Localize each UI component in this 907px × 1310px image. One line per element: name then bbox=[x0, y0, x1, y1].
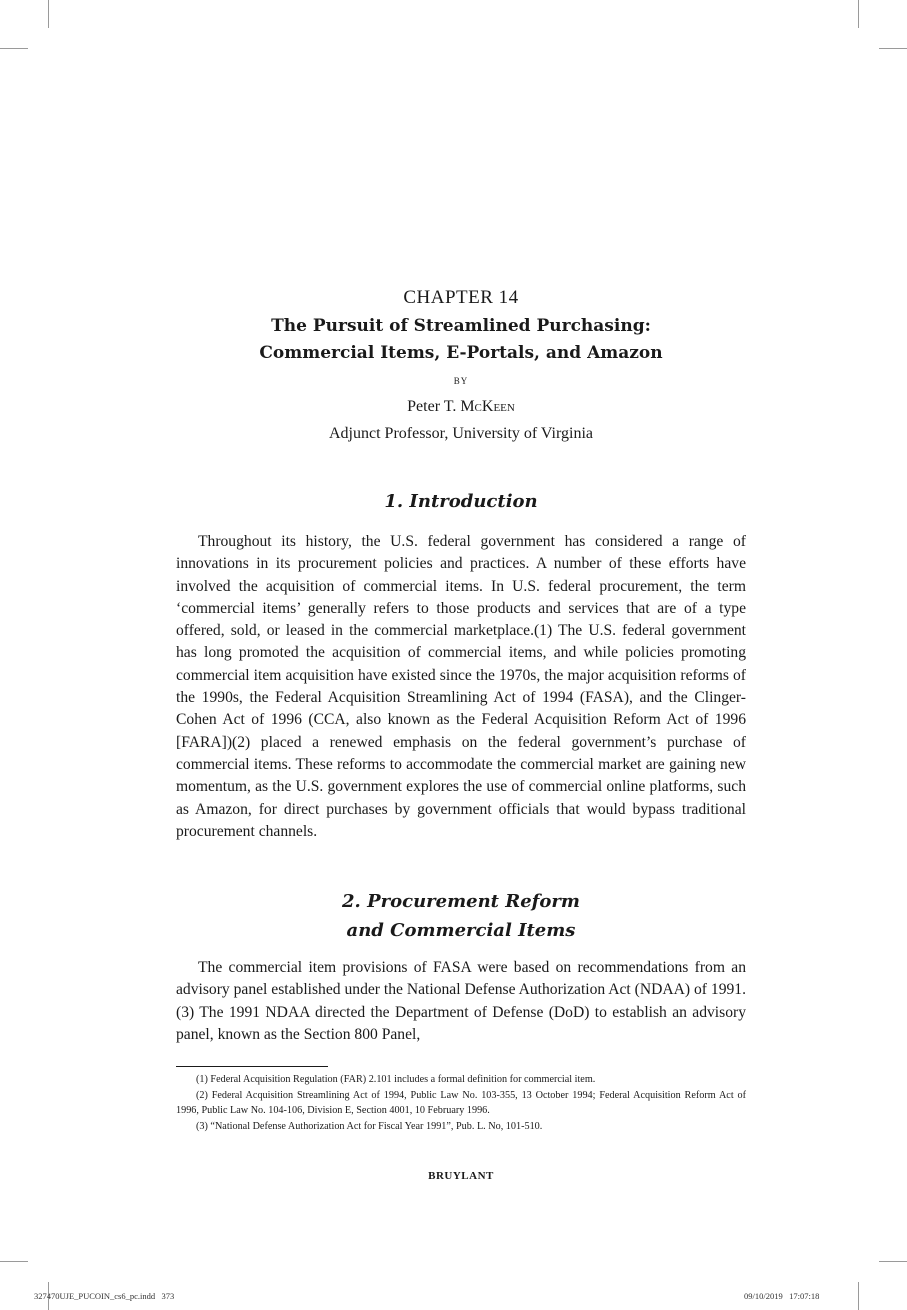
author-prefix: Peter T. bbox=[407, 398, 461, 415]
publisher-footer: BRUYLANT bbox=[428, 1170, 494, 1182]
chapter-title-line-2: Commercial Items, E-Portals, and Amazon bbox=[259, 343, 663, 363]
author-name bbox=[176, 398, 746, 416]
footnote-separator bbox=[176, 1066, 328, 1067]
footnote-3: (3) “National Defense Authorization Act for Fiscal Year 1991”, Pub. L. No, 101-510. bbox=[196, 1120, 543, 1132]
section-2-paragraph: The commercial item provisions of FASA were based on recommendations from an advisory panel established under the National Defense Authorization Act (NDAA) of 1991.(3) The 1991 NDAA directed the Department of Defense (DoD) to establish an advisory panel, known as the Section 800 Panel, bbox=[176, 959, 746, 1043]
footnote-1: (1) Federal Acquisition Regulation (FAR) 2.101 includes a formal definition for commercial item. bbox=[196, 1074, 596, 1085]
print-slug-date: 09/10/2019 17:07:18 bbox=[744, 1291, 820, 1301]
section-2-heading bbox=[176, 887, 746, 945]
author-surname: McKeen bbox=[460, 398, 515, 415]
section-1-heading: 1. Introduction bbox=[384, 491, 538, 512]
chapter-label: CHAPTER 14 bbox=[403, 287, 519, 308]
section-2-heading-line-1: 2. Procurement Reform bbox=[342, 891, 580, 912]
footnote-2: (2) Federal Acquisition Streamlining Act of 1994, Public Law No. 103-355, 13 October 1994; Federal Acquisition Reform Act of 1996, Public Law No. 104-106, Division E, Section 4001, 10 February 1996. bbox=[176, 1089, 746, 1116]
section-1-paragraph: Throughout its history, the U.S. federal government has considered a range of innovations in its procurement policies and practices. A number of these efforts have involved the acquisition of commercial items. In U.S. federal procurement, the term ‘commercial items’ generally refers to those products and services that are of a type offered, sold, or leased in the commercial marketplace.(1) The U.S. federal government has long promoted the acquisition of commercial items, and while policies promoting commercial item acquisition have existed since the 1970s, the major acquisition reforms of the 1990s, the Federal Acquisition Streamlining Act of 1994 (FASA), and the Clinger-Cohen Act of 1996 (CCA, also known as the Federal Acquisition Reform Act of 1996 [FARA])(2) placed a renewed emphasis on the federal government’s purchase of commercial items. These reforms to accommodate the commercial market are gaining new momentum, as the U.S. government explores the use of commercial online platforms, such as Amazon, for direct purchases by government officials that would bypass traditional procurement channels. bbox=[176, 533, 746, 840]
section-2-heading-line-2: and Commercial Items bbox=[346, 920, 576, 941]
by-label: BY bbox=[453, 376, 469, 386]
author-affiliation: Adjunct Professor, University of Virginia bbox=[329, 425, 593, 442]
chapter-title-line-1: The Pursuit of Streamlined Purchasing: bbox=[271, 316, 651, 336]
footnotes bbox=[176, 1072, 746, 1134]
print-slug-file: 327470UJE_PUCOIN_cs6_pc.indd 373 bbox=[34, 1291, 175, 1301]
